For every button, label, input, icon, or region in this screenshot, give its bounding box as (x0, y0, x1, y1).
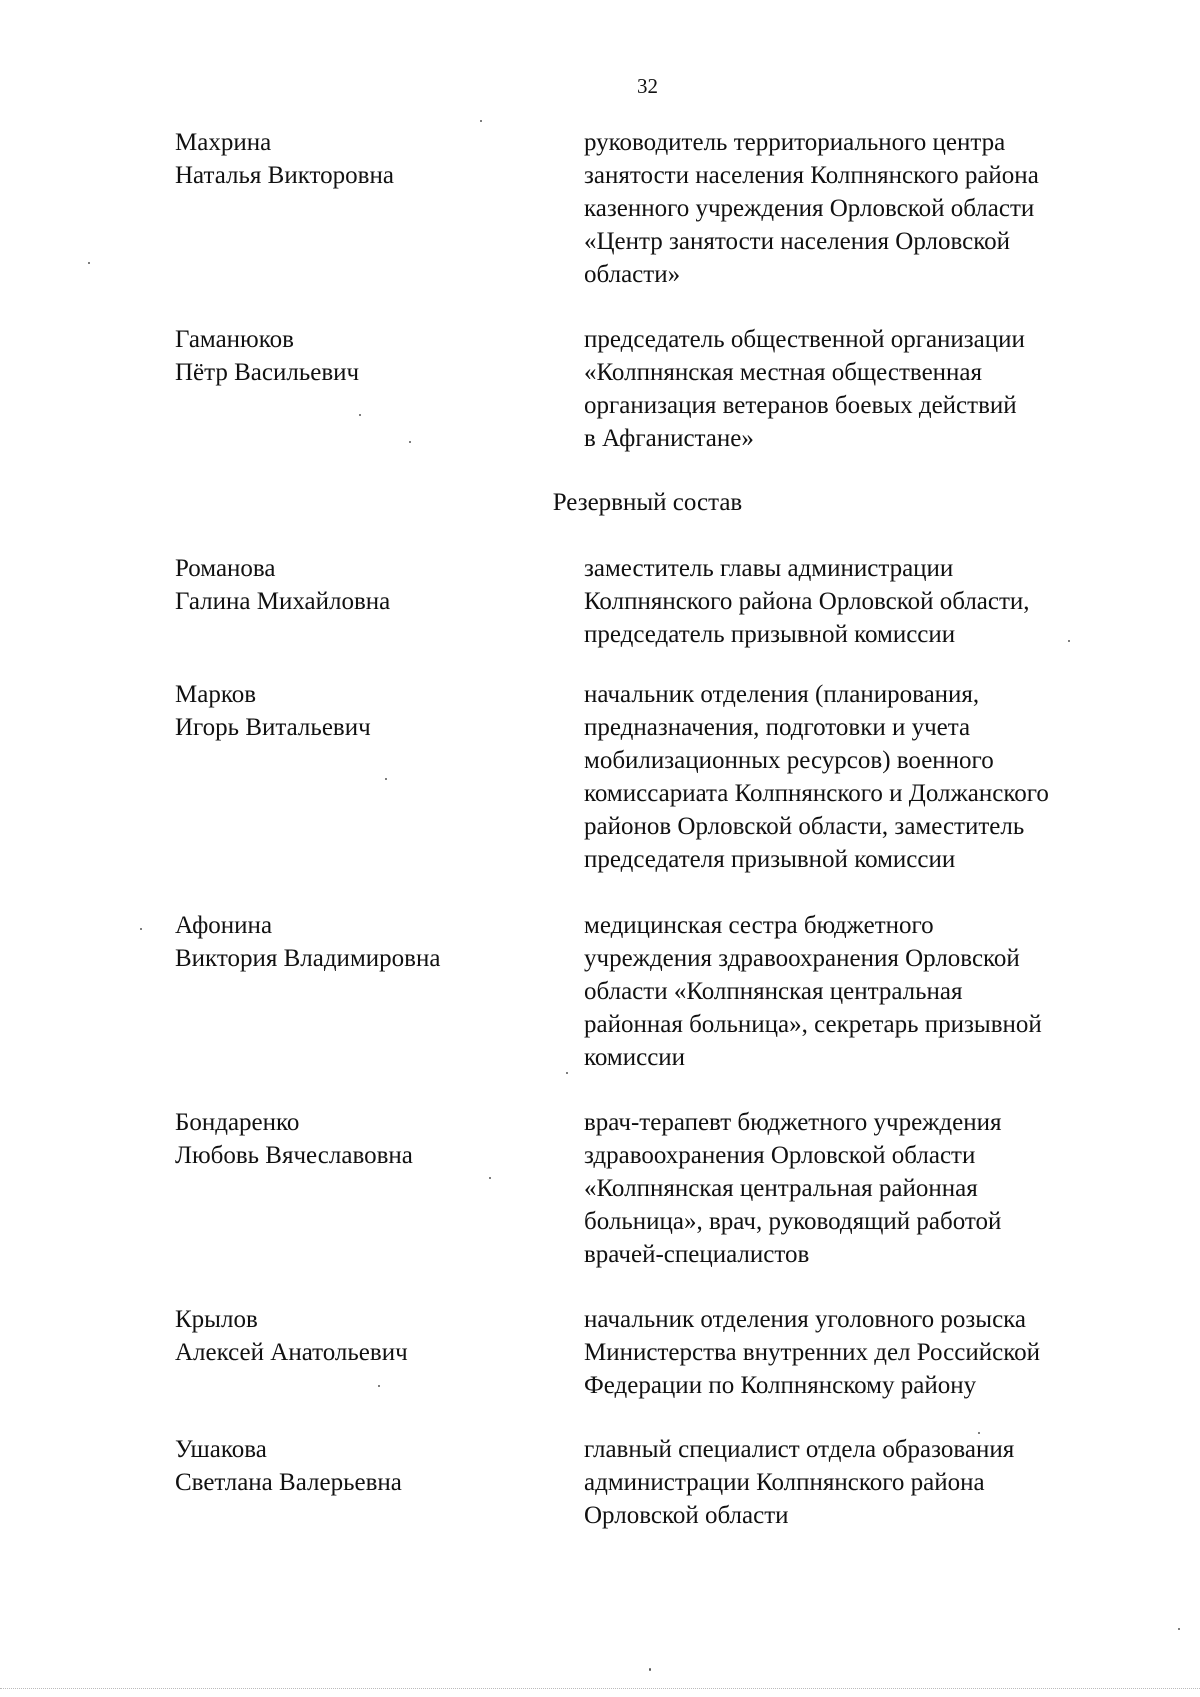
member-given-names: Любовь Вячеславовна (175, 1142, 413, 1169)
position-line: медицинская сестра бюджетного (584, 912, 934, 939)
scan-speck (489, 1177, 491, 1179)
position-line: Министерства внутренних дел Российской (584, 1339, 1040, 1366)
member-given-names: Игорь Витальевич (175, 714, 371, 741)
member-surname: Афонина (175, 912, 273, 939)
member-position (584, 126, 1144, 291)
scan-speck (140, 928, 142, 930)
scan-speck (566, 1072, 568, 1074)
position-line: врач-терапевт бюджетного учреждения (584, 1109, 1002, 1136)
member-given-names: Пётр Васильевич (175, 359, 360, 386)
position-line: начальник отделения уголовного розыска (584, 1306, 1027, 1333)
page-number: 32 (637, 74, 658, 98)
scan-speck (978, 1432, 980, 1434)
position-line: Федерации по Колпнянскому району (584, 1372, 977, 1399)
member-given-names: Светлана Валерьевна (175, 1469, 402, 1496)
position-line: области» (584, 261, 681, 288)
position-line: председатель общественной организации (584, 326, 1025, 353)
scan-speck (480, 120, 482, 122)
member-position (584, 1303, 1144, 1402)
position-line: комиссии (584, 1044, 686, 1071)
position-line: мобилизационных ресурсов) военного (584, 747, 994, 774)
member-position (584, 552, 1144, 651)
member-surname: Гаманюков (175, 326, 294, 353)
member-position (584, 909, 1144, 1074)
member-surname: Марков (175, 681, 257, 708)
scan-speck (385, 778, 387, 780)
position-line: предназначения, подготовки и учета (584, 714, 971, 741)
position-line: Колпнянского района Орловской области, (584, 588, 1030, 615)
scan-speck (378, 1385, 380, 1387)
position-line: начальник отделения (планирования, (584, 681, 980, 708)
position-line: комиссариата Колпнянского и Должанского (584, 780, 1049, 807)
position-line: области «Колпнянская центральная (584, 978, 963, 1005)
member-surname: Крылов (175, 1306, 258, 1333)
member-position (584, 1433, 1144, 1532)
position-line: главный специалист отдела образования (584, 1436, 1015, 1463)
position-line: администрации Колпнянского района (584, 1469, 985, 1496)
member-name (175, 1303, 555, 1369)
member-given-names: Алексей Анатольевич (175, 1339, 408, 1366)
scan-speck (409, 441, 411, 443)
member-name (175, 1433, 555, 1499)
member-name (175, 1106, 555, 1172)
position-line: занятости населения Колпнянского района (584, 162, 1039, 189)
member-name (175, 323, 555, 389)
position-line: «Центр занятости населения Орловской (584, 228, 1010, 255)
position-line: в Афганистане» (584, 425, 754, 452)
member-surname: Романова (175, 555, 276, 582)
member-position (584, 323, 1144, 455)
position-line: председателя призывной комиссии (584, 846, 956, 873)
member-surname: Ушакова (175, 1436, 267, 1463)
reserve-section-title: Резервный состав (552, 489, 743, 516)
member-name (175, 126, 555, 192)
scan-speck (359, 414, 361, 416)
position-line: руководитель территориального центра (584, 129, 1006, 156)
scan-speck (1068, 640, 1070, 642)
position-line: больница», врач, руководящий работой (584, 1208, 1002, 1235)
position-line: Орловской области (584, 1502, 789, 1529)
member-surname: Махрина (175, 129, 272, 156)
position-line: председатель призывной комиссии (584, 621, 956, 648)
scan-speck (88, 262, 90, 264)
position-line: организация ветеранов боевых действий (584, 392, 1017, 419)
member-surname: Бондаренко (175, 1109, 300, 1136)
member-name (175, 552, 555, 618)
member-given-names: Виктория Владимировна (175, 945, 441, 972)
scan-speck (1178, 1628, 1180, 1630)
scan-bottom-edge (0, 1688, 1200, 1690)
member-given-names: Наталья Викторовна (175, 162, 394, 189)
position-line: районов Орловской области, заместитель (584, 813, 1025, 840)
member-name (175, 909, 555, 975)
member-position (584, 1106, 1144, 1271)
position-line: «Колпнянская центральная районная (584, 1175, 978, 1202)
position-line: «Колпнянская местная общественная (584, 359, 983, 386)
position-line: районная больница», секретарь призывной (584, 1011, 1042, 1038)
member-position (584, 678, 1144, 876)
member-name (175, 678, 555, 744)
scan-speck (649, 1668, 651, 1671)
position-line: заместитель главы администрации (584, 555, 954, 582)
position-line: учреждения здравоохранения Орловской (584, 945, 1020, 972)
position-line: казенного учреждения Орловской области (584, 195, 1035, 222)
position-line: врачей-специалистов (584, 1241, 810, 1268)
position-line: здравоохранения Орловской области (584, 1142, 976, 1169)
member-given-names: Галина Михайловна (175, 588, 391, 615)
